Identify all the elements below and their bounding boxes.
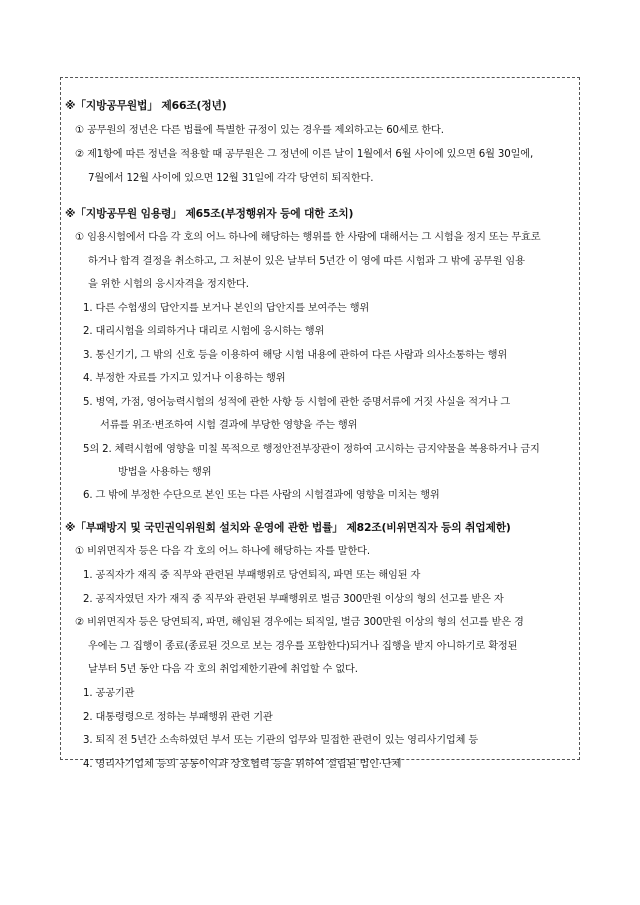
- list-item: 3. 퇴직 전 5년간 소속하였던 부서 또는 기관의 업무와 밀접한 관련이 있는 영리사기업체 등: [83, 735, 479, 746]
- list-item: 5의 2. 체력시험에 영향을 미칠 목적으로 행정안전부장관이 정하여 고시하는 금지약물을 복용하거나 금지: [83, 444, 540, 455]
- list-item: 1. 다른 수험생의 답안지를 보거나 본인의 답안지를 보여주는 행위: [83, 303, 370, 314]
- list-item: 2. 대리시험을 의뢰하거나 대리로 시험에 응시하는 행위: [83, 326, 325, 337]
- list-item: 4. 부정한 자료를 가지고 있거나 이용하는 행위: [83, 373, 286, 384]
- section-heading-anti-corruption-act: ※「부패방지 및 국민권익위원회 설치와 운영에 관한 법률」 제82조(비위면직자 등의 취업제한): [65, 521, 511, 534]
- list-item: 6. 그 밖에 부정한 수단으로 본인 또는 다른 사람의 시험결과에 영향을 미치는 행위: [83, 490, 440, 501]
- clause-line: 우에는 그 집행이 종료(종료된 것으로 보는 경우를 포함한다)되거나 집행을 받지 아니하기로 확정된: [88, 641, 518, 652]
- clause-line: ② 제1항에 따른 정년을 적용할 때 공무원은 그 정년에 이른 날이 1월에서 6월 사이에 있으면 6월 30일에,: [75, 149, 534, 160]
- clause-line: 을 위한 시험의 응시자격을 정지한다.: [88, 279, 249, 290]
- section-heading-local-public-officials-act: ※「지방공무원법」 제66조(정년): [65, 99, 227, 112]
- list-item: 2. 공직자였던 자가 재직 중 직무와 관련된 부패행위로 벌금 300만원 이상의 형의 선고를 받은 자: [83, 594, 504, 605]
- clause-line: ① 공무원의 정년은 다른 법률에 특별한 규정이 있는 경우를 제외하고는 60세로 한다.: [75, 125, 444, 136]
- clause-line: ① 임용시험에서 다음 각 호의 어느 하나에 해당하는 행위를 한 사람에 대해서는 그 시험을 정지 또는 무효로: [75, 232, 541, 243]
- list-item-continuation: 서류를 위조·변조하여 시험 결과에 부당한 영향을 주는 행위: [100, 420, 358, 431]
- clause-line: ① 비위면직자 등은 다음 각 호의 어느 하나에 해당하는 자를 말한다.: [75, 546, 370, 557]
- list-item: 3. 통신기기, 그 밖의 신호 등을 이용하여 해당 시험 내용에 관하여 다른 사람과 의사소통하는 행위: [83, 350, 508, 361]
- section-heading-appointment-decree: ※「지방공무원 임용령」 제65조(부정행위자 등에 대한 조치): [65, 207, 354, 220]
- list-item: 1. 공공기관: [83, 688, 135, 699]
- clause-line: 7월에서 12월 사이에 있으면 12월 31일에 각각 당연히 퇴직한다.: [88, 173, 374, 184]
- clause-line: ② 비위면직자 등은 당연퇴직, 파면, 해임된 경우에는 퇴직일, 벌금 300만원 이상의 형의 선고를 받은 경: [75, 617, 524, 628]
- clause-line: 하거나 합격 결정을 취소하고, 그 처분이 있은 날부터 5년간 이 영에 따른 시험과 그 밖에 공무원 임용: [88, 256, 525, 267]
- list-item: 5. 병역, 가점, 영어능력시험의 성적에 관한 사항 등 시험에 관한 증명서류에 거짓 사실을 적거나 그: [83, 397, 511, 408]
- list-item-continuation: 방법을 사용하는 행위: [118, 467, 212, 478]
- list-item: 2. 대통령령으로 정하는 부패행위 관련 기관: [83, 712, 273, 723]
- list-item: 4. 영리사기업체 등의 공동이익과 상호협력 등을 위하여 설립된 법인·단체: [83, 759, 402, 770]
- list-item: 1. 공직자가 재직 중 직무와 관련된 부패행위로 당연퇴직, 파면 또는 해임된 자: [83, 570, 421, 581]
- clause-line: 날부터 5년 동안 다음 각 호의 취업제한기관에 취업할 수 없다.: [88, 664, 358, 675]
